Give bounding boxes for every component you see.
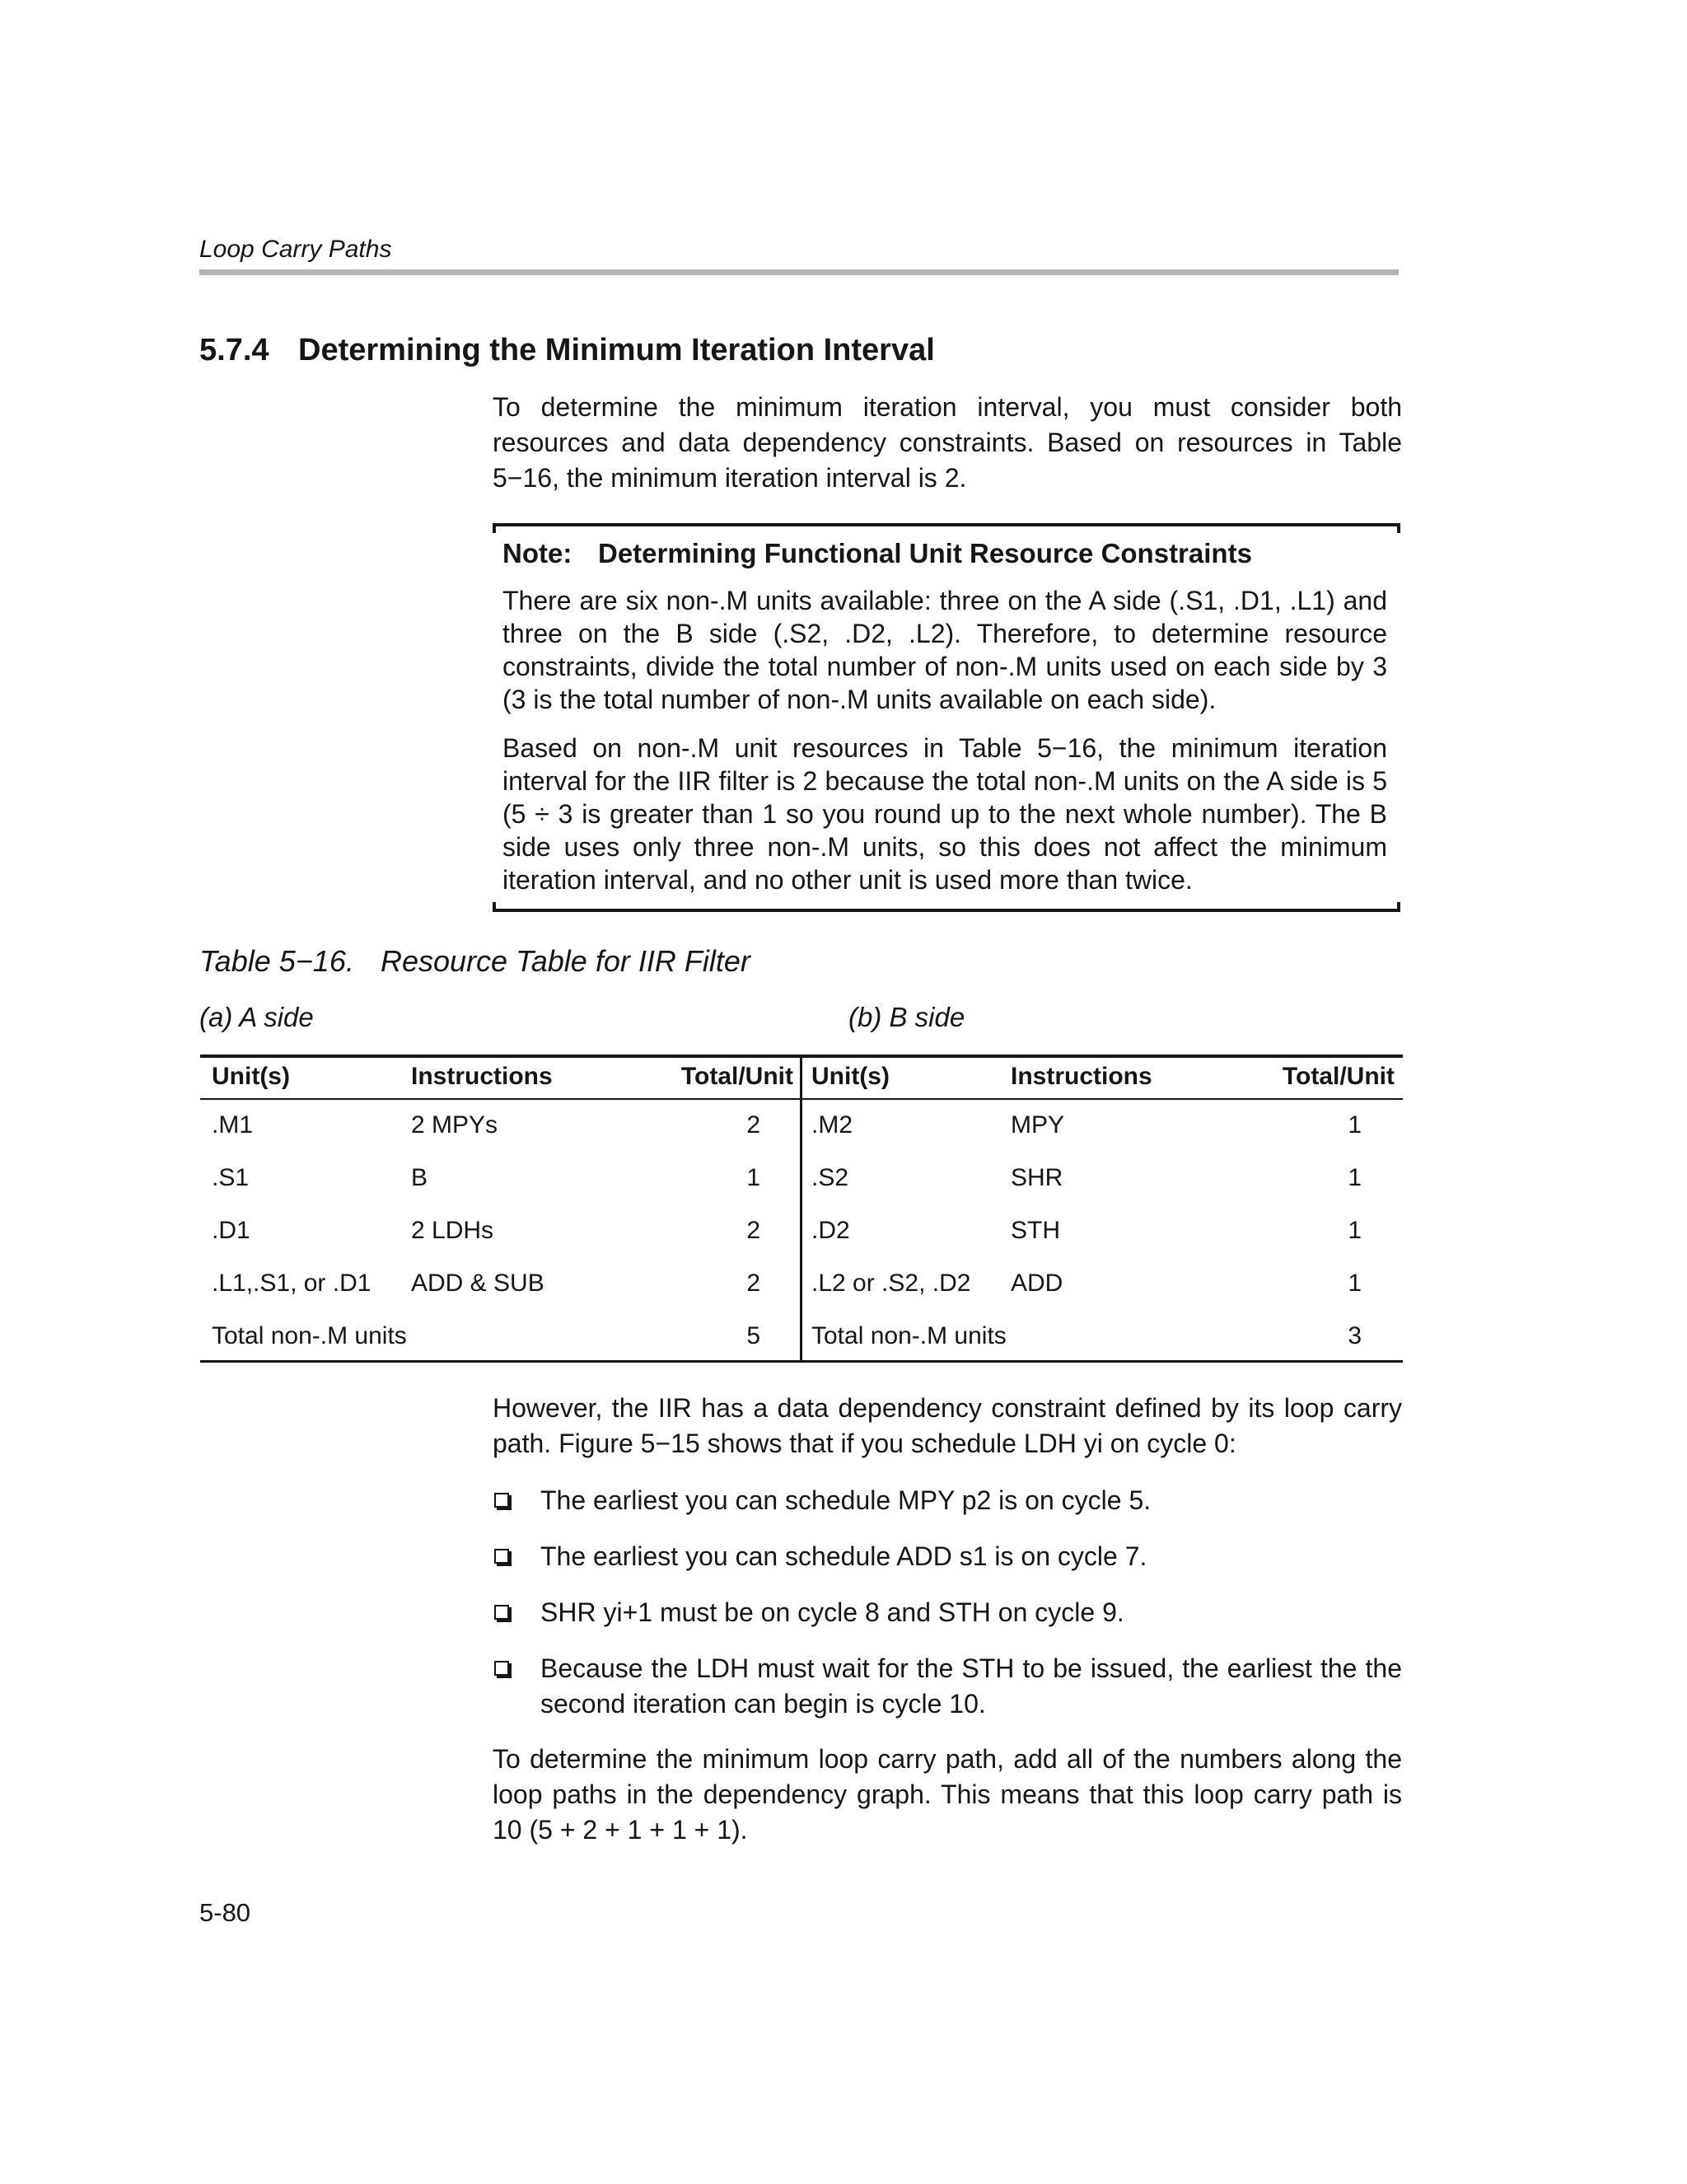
section-number: 5.7.4 [199, 333, 269, 367]
table-cell: 1 [746, 1164, 760, 1191]
table-cell: Total non-.M units [811, 1322, 1007, 1349]
note-heading: Determining Functional Unit Resource Constraints [598, 538, 1252, 568]
table-header-cell: Total/Unit [1282, 1063, 1395, 1090]
note-top-rule [493, 523, 1400, 526]
note-title [502, 538, 1252, 569]
table-cell: 1 [1348, 1270, 1362, 1297]
table-cell: 2 MPYs [411, 1111, 498, 1139]
table-a-label: (a) A side [199, 1002, 314, 1032]
table-cell: 2 [746, 1270, 760, 1297]
body-paragraph: To determine the minimum loop carry path, add all of the numbers along the loop paths in the dependency graph. This means that this loop carry path is 10 (5 + 2 + 1 + 1 + 1). [493, 1744, 1402, 1845]
table-caption [199, 944, 750, 979]
table-caption-title: Resource Table for IIR Filter [381, 944, 750, 978]
header-rule [199, 269, 1399, 275]
intro-paragraph: To determine the minimum iteration interval, you must consider both resources and data dependency constraints. Based on resources in Table 5−16, the minimum iteration interval is 2. [493, 392, 1402, 493]
note-corner-tick [493, 523, 496, 533]
table-cell: .L2 or .S2, .D2 [811, 1270, 971, 1297]
table-cell: 2 [746, 1111, 760, 1139]
note-corner-tick [1397, 902, 1400, 912]
table-cell: STH [1011, 1217, 1060, 1244]
note-corner-tick [493, 902, 496, 912]
bullet-text: SHR yi+1 must be on cycle 8 and STH on cycle 9. [540, 1597, 1124, 1627]
table-caption-number: Table 5−16. [199, 944, 354, 978]
table-header-cell: Unit(s) [811, 1063, 890, 1090]
table-cell: SHR [1011, 1164, 1063, 1191]
note-paragraph: Based on non-.M unit resources in Table 5−16, the minimum iteration interval for the IIR filter is 2 because the total non-.M units on the A side is 5 (5 ÷ 3 is greater than 1 so you round up to the next whole number). The B side uses only three non-.M units, so this does not affect the minimum iteration interval, and no other unit is used more than twice. [502, 733, 1387, 895]
table-b-label: (b) B side [848, 1002, 965, 1032]
table-cell: .M1 [212, 1111, 254, 1139]
table-cell: .L1,.S1, or .D1 [212, 1270, 372, 1297]
table-cell: ADD [1011, 1270, 1063, 1297]
table-header-cell: Total/Unit [680, 1063, 793, 1090]
table-cell: Total non-.M units [212, 1322, 407, 1349]
page-number: 5-80 [199, 1898, 251, 1927]
table-cell: .S2 [811, 1164, 849, 1191]
table-cell: 2 [746, 1217, 760, 1244]
note-paragraph: There are six non-.M units available: three on the A side (.S1, .D1, .L1) and three on the B side (.S2, .D2, .L2). Therefore, to determine resource constraints, divide the total number of non-.M units used on each side by 3 (3 is the total number of non-.M units available on each side). [502, 586, 1387, 714]
running-header: Loop Carry Paths [199, 236, 392, 263]
bullet-text: Because the LDH must wait for the STH to be issued, the earliest the the second iteration can begin is cycle 10. [540, 1653, 1402, 1719]
checkbox-bullet-icon [494, 1661, 509, 1676]
table-cell: .D2 [811, 1217, 850, 1244]
bullet-text: The earliest you can schedule ADD s1 is on cycle 7. [540, 1541, 1147, 1571]
table-header-cell: Unit(s) [212, 1063, 290, 1090]
section-heading [199, 333, 935, 368]
table-header-cell: Instructions [411, 1063, 553, 1090]
table-cell: B [411, 1164, 428, 1191]
table-cell: .M2 [811, 1111, 853, 1139]
checkbox-bullet-icon [494, 1549, 509, 1564]
table-cell: MPY [1011, 1111, 1065, 1139]
table-cell: 5 [746, 1322, 760, 1349]
checkbox-bullet-icon [494, 1493, 509, 1508]
note-corner-tick [1397, 523, 1400, 533]
table-cell: .D1 [212, 1217, 250, 1244]
table-cell: ADD & SUB [411, 1270, 544, 1297]
body-paragraph: However, the IIR has a data dependency constraint defined by its loop carry path. Figure 5−15 shows that if you schedule LDH yi on cycle 0: [493, 1393, 1402, 1458]
table-cell: 1 [1348, 1217, 1362, 1244]
table-header-cell: Instructions [1011, 1063, 1152, 1090]
note-label: Note: [502, 538, 572, 568]
checkbox-bullet-icon [494, 1605, 509, 1620]
table-cell: 1 [1348, 1111, 1362, 1139]
bullet-text: The earliest you can schedule MPY p2 is on cycle 5. [540, 1485, 1152, 1515]
table-cell: 1 [1348, 1164, 1362, 1191]
table-cell: 2 LDHs [411, 1217, 494, 1244]
table-divider [800, 1055, 802, 1363]
note-bottom-rule [493, 909, 1400, 912]
table-cell: 3 [1348, 1322, 1362, 1349]
table-cell: .S1 [212, 1164, 250, 1191]
section-title: Determining the Minimum Iteration Interval [298, 333, 935, 367]
